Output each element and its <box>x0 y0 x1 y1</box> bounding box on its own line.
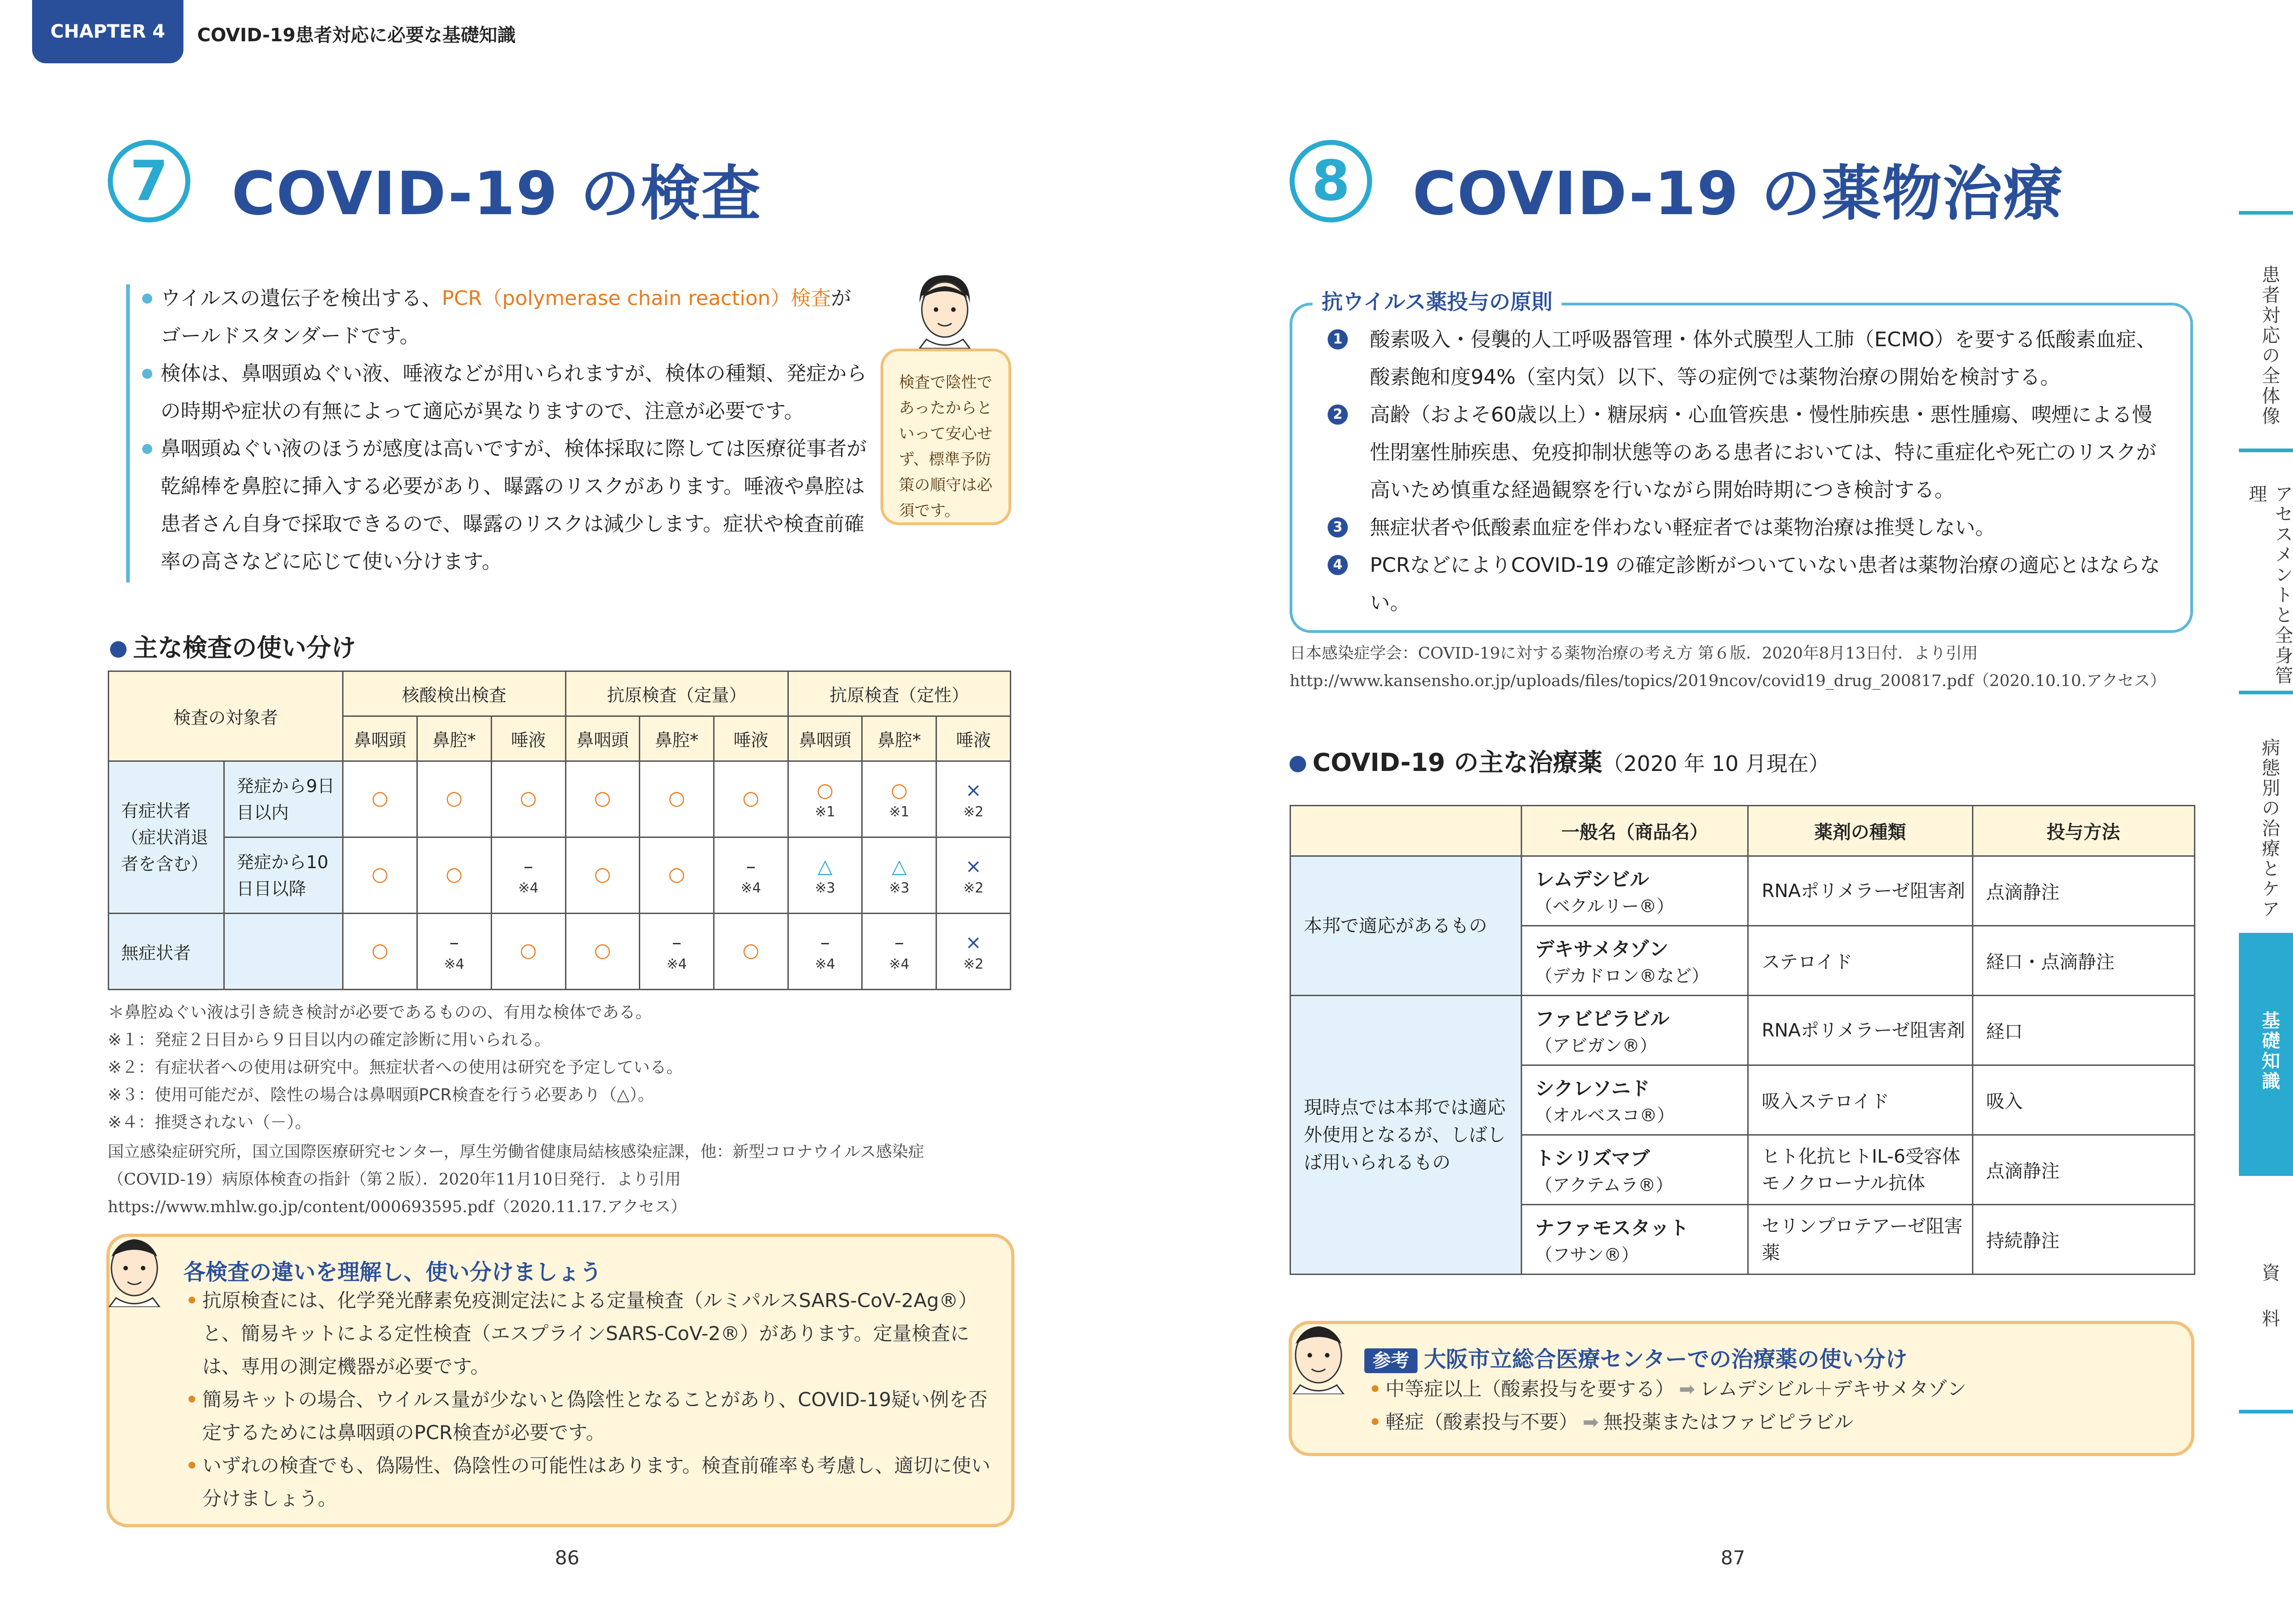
specimen-header: 鼻腔* <box>417 716 492 761</box>
page-title: COVID-19 の検査 <box>232 159 762 228</box>
category-label: 本邦で適応があるもの <box>1291 856 1522 996</box>
source-citation: 日本感染症学会：COVID-19に対する薬物治療の考え方 第６版．2020年8月13日付．より引用 http://www.kansensho.or.jp/uploads/files/topics/2019ncov/covid19_drug_200817.pdf（2020.10.10.アクセス） <box>1290 644 2166 690</box>
group-header: 抗原検査（定性） <box>788 671 1010 716</box>
mark-cell: ○ <box>491 914 565 990</box>
section-number-circle: 7 <box>108 140 190 222</box>
drug-name-cell: シクレソニド （オルベスコ®） <box>1522 1065 1748 1135</box>
nurse-face-icon <box>1284 1316 1353 1394</box>
footnote: ＊鼻腔ぬぐい液は引き続き検討が必要であるものの、有用な検体である。 <box>108 1003 652 1022</box>
mark-cell: – ※4 <box>714 837 788 914</box>
side-tab-basics[interactable]: 基礎知識 <box>2239 933 2293 1176</box>
side-divider <box>2239 691 2293 694</box>
symptomatic-label: 有症状者（症状消退者を含む） <box>109 761 224 914</box>
table-heading: COVID-19 の主な治療薬（2020 年 10 月現在） <box>1290 743 1830 778</box>
drug-name-cell: レムデシビル （ベクルリー®） <box>1522 856 1748 926</box>
mark-cell: – ※4 <box>640 914 714 990</box>
mark-cell: ○ <box>343 914 417 990</box>
mark-cell: △ ※3 <box>862 837 936 914</box>
drug-type-cell: RNAポリメラーゼ阻害剤 <box>1748 856 1972 926</box>
intro-bullets <box>142 280 867 581</box>
mark-cell: ○ <box>417 837 492 914</box>
arrow-right-icon: ➡ <box>1679 1378 1695 1400</box>
list-item: 検体は、鼻咽頭ぬぐい液、唾液などが用いられますが、検体の種類、発症からの時期や症状の有無によって適応が異なりますので、注意が必要です。 <box>142 355 867 430</box>
page-number: 86 <box>555 1546 580 1569</box>
side-tab-treatment[interactable]: 病態別の治療とケア <box>2259 738 2280 920</box>
principles-list <box>1328 321 2162 622</box>
drug-name-cell: ファビピラビル （アビガン®） <box>1522 996 1748 1065</box>
side-divider <box>2239 211 2293 215</box>
page-title: COVID-19 の薬物治療 <box>1412 159 2064 228</box>
target-header: 検査の対象者 <box>109 671 343 761</box>
advice-content <box>186 1284 993 1515</box>
specimen-header: 唾液 <box>936 716 1011 761</box>
mark-cell: ○ <box>714 761 788 837</box>
mark-cell: – ※4 <box>862 914 936 990</box>
drug-type-cell: ステロイド <box>1748 926 1972 996</box>
column-header: 一般名（商品名） <box>1522 806 1748 856</box>
mark-cell: ○ <box>565 837 640 914</box>
table-row <box>1291 856 2195 926</box>
reference-tag: 参考 <box>1364 1348 1418 1373</box>
table-row <box>1291 996 2195 1065</box>
mark-cell: ○ ※1 <box>862 761 936 837</box>
tip-box <box>881 349 1011 525</box>
reference-title-row <box>1364 1341 1907 1373</box>
mark-cell: ○ <box>565 914 640 990</box>
mark-cell: ○ <box>640 761 714 837</box>
row-sub-label: 発症から10日目以降 <box>224 837 343 914</box>
drug-name-cell: デキサメタゾン （デカドロン®など） <box>1522 926 1748 996</box>
footnotes <box>108 999 1016 1136</box>
drug-name-cell: ナファモスタット （フサン®） <box>1522 1205 1748 1275</box>
category-label: 現時点では本邦では適応外使用となるが、しばしば用いられるもの <box>1291 996 1522 1275</box>
reference-title: 大阪市立総合医療センターでの治療薬の使い分け <box>1424 1347 1908 1372</box>
mark-cell: × ※2 <box>936 761 1011 837</box>
mark-cell: – ※4 <box>788 914 862 990</box>
route-cell: 点滴静注 <box>1972 1135 2194 1205</box>
specimen-header: 鼻咽頭 <box>343 716 417 761</box>
mark-cell: △ ※3 <box>788 837 862 914</box>
route-cell: 経口・点滴静注 <box>1972 926 2194 996</box>
drug-type-cell: ヒト化抗ヒトIL-6受容体モノクローナル抗体 <box>1748 1135 1972 1205</box>
mark-cell: ○ <box>640 837 714 914</box>
nurse-face-icon <box>100 1229 169 1307</box>
specimen-header: 唾液 <box>714 716 788 761</box>
footnote: ※３：使用可能だが、陰性の場合は鼻咽頭PCR検査を行う必要あり（△）。 <box>108 1086 654 1104</box>
mark-cell: ○ <box>714 914 788 990</box>
list-item: • 軽症（酸素投与不要） ➡ 無投薬またはファビピラビル <box>1369 1406 2176 1439</box>
list-item: 4 PCRなどによりCOVID-19 の確定診断がついていない患者は薬物治療の適応とはならない。 <box>1328 547 2162 622</box>
footnote: ※１：発症２日目から９日目以内の確定診断に用いられる。 <box>108 1031 551 1049</box>
drug-name-cell: トシリズマブ （アクテムラ®） <box>1522 1135 1748 1205</box>
specimen-header: 唾液 <box>491 716 565 761</box>
source-citation: 国立感染症研究所，国立国際医療研究センター，厚生労働省健康局結核感染症課，他：新型コロナウイルス感染症 （COVID-19）病原体検査の指針（第２版）．2020年11月10日発行．より引用 https://www.mhlw.go.jp/content/000693595.pdf（2020.11.17.アクセス） <box>108 1143 925 1216</box>
mark-cell: ○ <box>417 761 492 837</box>
mark-cell: – ※4 <box>417 914 492 990</box>
table-row <box>109 761 1011 837</box>
side-divider <box>2239 1410 2293 1413</box>
list-item: 2 高齢（およそ60歳以上）・糖尿病・心血管疾患・慢性肺疾患・悪性腫瘍、喫煙による慢性閉塞性肺疾患、免疫抑制状態等のある患者においては、特に重症化や死亡のリスクが高いため慎重な経過観察を行いながら開始時期につき検討する。 <box>1328 396 2162 509</box>
mark-cell: ○ <box>491 761 565 837</box>
empty-cell <box>224 914 343 990</box>
section-number-circle: 8 <box>1290 140 1372 222</box>
bullet-rule <box>126 284 130 582</box>
side-tab-assessment[interactable]: アセスメントと全身管理 <box>2246 484 2293 686</box>
group-header: 抗原検査（定量） <box>565 671 788 716</box>
arrow-right-icon: ➡ <box>1583 1411 1599 1433</box>
drug-type-cell: RNAポリメラーゼ阻害剤 <box>1748 996 1972 1065</box>
nurse-face-icon <box>910 271 979 349</box>
column-header: 薬剤の種類 <box>1748 806 1972 856</box>
footnote: ※４：推奨されない（－）。 <box>108 1113 312 1132</box>
bullet-dot-icon <box>1290 756 1306 772</box>
empty-header <box>1291 806 1522 856</box>
route-cell: 持続静注 <box>1972 1205 2194 1275</box>
list-item: • 抗原検査には、化学発光酵素免疫測定法による定量検査（ルミパルスSARS-CoV-2Ag®）と、簡易キットによる定性検査（エスプラインSARS-CoV-2®）があります。定量検査には、専用の測定機器が必要です。 <box>186 1284 993 1383</box>
mark-cell: ○ <box>343 837 417 914</box>
list-item: ウイルスの遺伝子を検出する、PCR（polymerase chain reaction）検査がゴールドスタンダードです。 <box>142 280 867 355</box>
list-item: 鼻咽頭ぬぐい液のほうが感度は高いですが、検体採取に際しては医療従事者が乾綿棒を鼻腔に挿入する必要があり、曝露のリスクがあります。唾液や鼻腔は患者さん自身で採取できるので、曝露のリスクは減少します。症状や検査前確率の高さなどに応じて使い分けます。 <box>142 430 867 581</box>
advice-title: 各検査の違いを理解し、使い分けましょう <box>183 1259 602 1285</box>
group-header: 核酸検出検査 <box>343 671 565 716</box>
asymptomatic-label: 無症状者 <box>109 914 224 990</box>
table-row <box>109 914 1011 990</box>
drug-table <box>1290 805 2195 1275</box>
pcr-highlight: PCR（polymerase chain reaction）検査 <box>442 287 831 310</box>
side-tab-overview[interactable]: 患者対応の全体像 <box>2259 265 2280 427</box>
mark-cell: ○ <box>343 761 417 837</box>
list-item: 1 酸素吸入・侵襲的人工呼吸器管理・体外式膜型人工肺（ECMO）を要する低酸素血症、酸素飽和度94%（室内気）以下、等の症例では薬物治療の開始を検討する。 <box>1328 321 2162 396</box>
table-heading: 主な検査の使い分け <box>110 628 356 664</box>
side-tab-materials[interactable]: 資料 <box>2259 1263 2280 1355</box>
drug-type-cell: セリンプロテアーゼ阻害薬 <box>1748 1205 1972 1275</box>
specimen-header: 鼻咽頭 <box>788 716 862 761</box>
list-item: 3 無症状者や低酸素血症を伴わない軽症者では薬物治療は推奨しない。 <box>1328 509 2162 547</box>
mark-cell: ○ <box>565 761 640 837</box>
mark-cell: × ※2 <box>936 837 1011 914</box>
chapter-title: COVID-19患者対応に必要な基礎知識 <box>197 25 516 46</box>
chapter-tab: CHAPTER 4 <box>32 0 183 63</box>
tip-text: 検査で陰性であったからといって安心せず、標準予防策の順守は必須です。 <box>899 373 992 520</box>
drug-type-cell: 吸入ステロイド <box>1748 1065 1972 1135</box>
mark-cell: × ※2 <box>936 914 1011 990</box>
test-usage-table <box>108 671 1011 990</box>
mark-cell: – ※4 <box>491 837 565 914</box>
specimen-header: 鼻腔* <box>862 716 936 761</box>
table-row <box>109 837 1011 914</box>
principles-title: 抗ウイルス薬投与の原則 <box>1313 285 1562 316</box>
route-cell: 経口 <box>1972 996 2194 1065</box>
side-divider <box>2239 449 2293 452</box>
specimen-header: 鼻腔* <box>640 716 714 761</box>
mark-cell: ○ ※1 <box>788 761 862 837</box>
footnote: ※２：有症状者への使用は研究中。無症状者への使用は研究を予定している。 <box>108 1058 683 1077</box>
route-cell: 点滴静注 <box>1972 856 2194 926</box>
list-item: • 中等症以上（酸素投与を要する） ➡ レムデシビル＋デキサメタゾン <box>1369 1373 2176 1406</box>
list-item: • 簡易キットの場合、ウイルス量が少ないと偽陰性となることがあり、COVID-19疑い例を否定するためには鼻咽頭のPCR検査が必要です。 <box>186 1383 993 1449</box>
specimen-header: 鼻咽頭 <box>565 716 640 761</box>
bullet-dot-icon <box>110 641 127 658</box>
column-header: 投与方法 <box>1972 806 2194 856</box>
list-item: • いずれの検査でも、偽陽性、偽陰性の可能性はあります。検査前確率も考慮し、適切に使い分けましょう。 <box>186 1449 993 1515</box>
page-number: 87 <box>1721 1546 1745 1569</box>
reference-content <box>1369 1373 2176 1439</box>
route-cell: 吸入 <box>1972 1065 2194 1135</box>
row-sub-label: 発症から9日目以内 <box>224 761 343 837</box>
